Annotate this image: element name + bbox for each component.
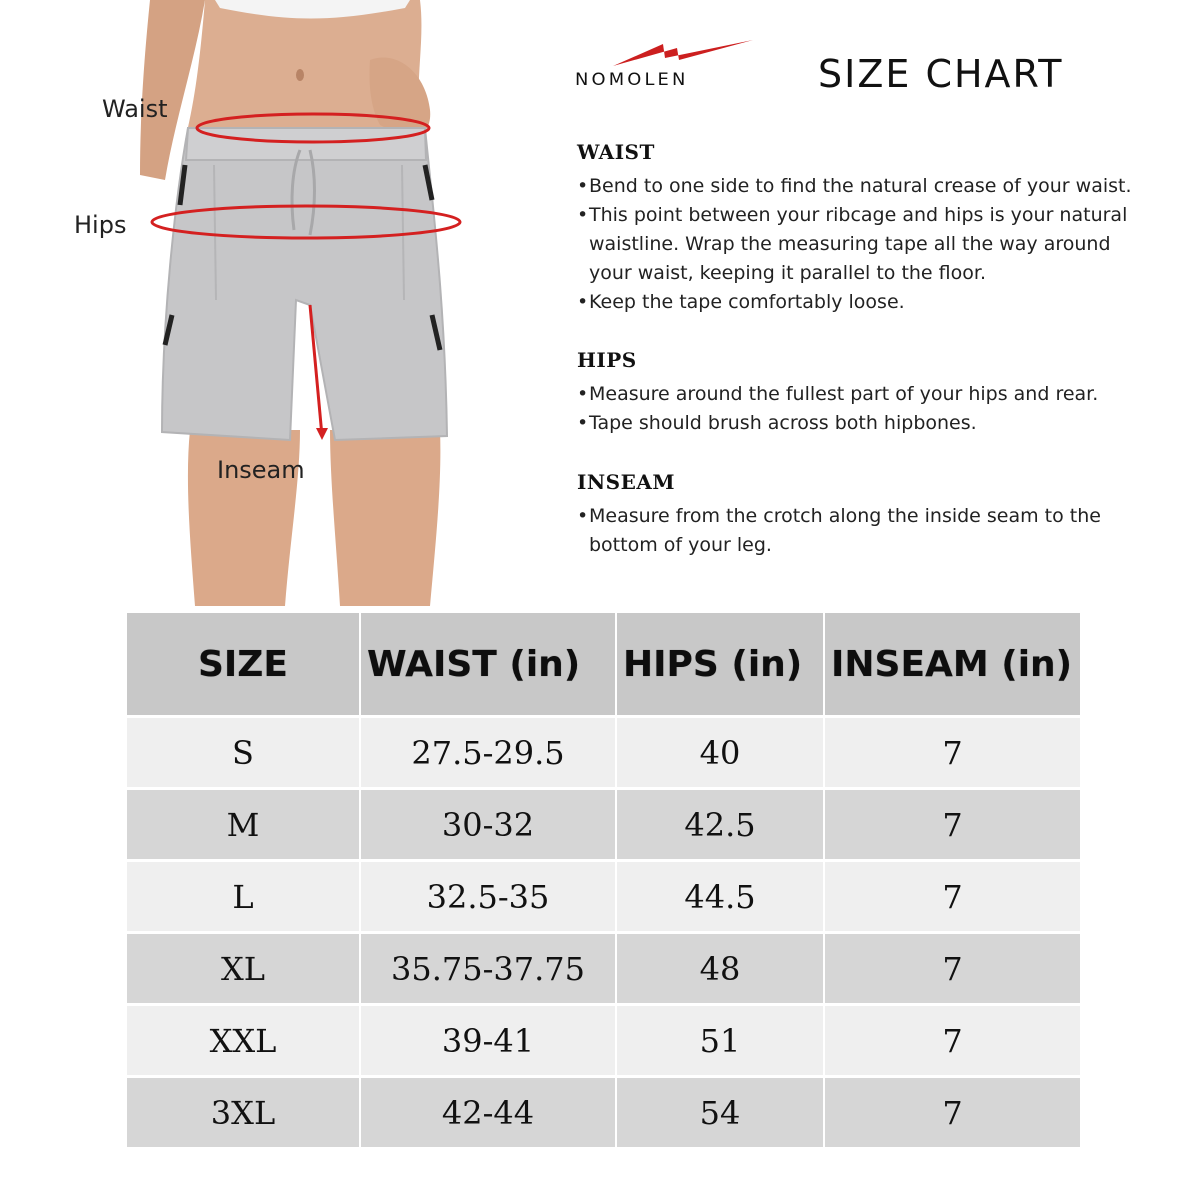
cell-size: L (127, 862, 359, 931)
cell-hips: 42.5 (617, 790, 823, 859)
cell-inseam: 7 (825, 790, 1080, 859)
cell-waist: 35.75-37.75 (361, 934, 615, 1003)
inseam-arrow (316, 428, 328, 440)
table-header-row (127, 613, 1080, 715)
cell-hips: 51 (617, 1006, 823, 1075)
brand-logo (575, 38, 785, 96)
cell-size: XXL (127, 1006, 359, 1075)
inseam-label: Inseam (217, 456, 305, 484)
table-row (127, 1006, 1080, 1075)
hips-instructions (577, 348, 1137, 438)
cell-waist: 42-44 (361, 1078, 615, 1147)
column-header-waist: WAIST (in) (361, 613, 615, 715)
table-row (127, 1078, 1080, 1147)
cell-size: XL (127, 934, 359, 1003)
cell-inseam: 7 (825, 862, 1080, 931)
cell-size: M (127, 790, 359, 859)
column-header-hips: HIPS (in) (617, 613, 823, 715)
hips-label: Hips (74, 211, 127, 239)
cell-hips: 54 (617, 1078, 823, 1147)
waist-label: Waist (102, 95, 168, 123)
inseam-instructions (577, 470, 1137, 560)
cell-waist: 39-41 (361, 1006, 615, 1075)
instruction-bullet: • Bend to one side to find the natural crease of your waist. (577, 172, 1137, 201)
cell-waist: 32.5-35 (361, 862, 615, 931)
waist-instructions (577, 140, 1137, 317)
cell-size: 3XL (127, 1078, 359, 1147)
instruction-bullet: • This point between your ribcage and hips is your natural waistline. Wrap the measuring tape all the way around your waist, keeping it parallel to the floor. (577, 201, 1137, 288)
column-header-inseam: INSEAM (in) (825, 613, 1080, 715)
cell-hips: 44.5 (617, 862, 823, 931)
cell-hips: 40 (617, 718, 823, 787)
section-heading: HIPS (577, 348, 637, 372)
instruction-bullet: • Keep the tape comfortably loose. (577, 288, 1137, 317)
leg-right (330, 430, 440, 606)
cell-inseam: 7 (825, 718, 1080, 787)
cell-size: S (127, 718, 359, 787)
section-heading: WAIST (577, 140, 655, 164)
page-title: SIZE CHART (818, 52, 1064, 96)
section-heading: INSEAM (577, 470, 675, 494)
table-row (127, 718, 1080, 787)
table-row (127, 862, 1080, 931)
instruction-bullet: • Measure from the crotch along the inside seam to the bottom of your leg. (577, 502, 1137, 560)
table-row (127, 934, 1080, 1003)
cell-hips: 48 (617, 934, 823, 1003)
model-figure (0, 0, 560, 606)
cell-inseam: 7 (825, 1006, 1080, 1075)
instruction-bullet: • Tape should brush across both hipbones. (577, 409, 1137, 438)
table-row (127, 790, 1080, 859)
cell-waist: 30-32 (361, 790, 615, 859)
instruction-bullet: • Measure around the fullest part of your hips and rear. (577, 380, 1137, 409)
size-table (125, 610, 1082, 1150)
cell-waist: 27.5-29.5 (361, 718, 615, 787)
cell-inseam: 7 (825, 934, 1080, 1003)
cell-inseam: 7 (825, 1078, 1080, 1147)
brand-name: NOMOLEN (575, 70, 689, 90)
waistband (186, 128, 426, 160)
column-header-size: SIZE (127, 613, 359, 715)
navel (296, 69, 304, 81)
model-illustration (0, 0, 560, 606)
logo-swoosh-icon (593, 38, 768, 70)
